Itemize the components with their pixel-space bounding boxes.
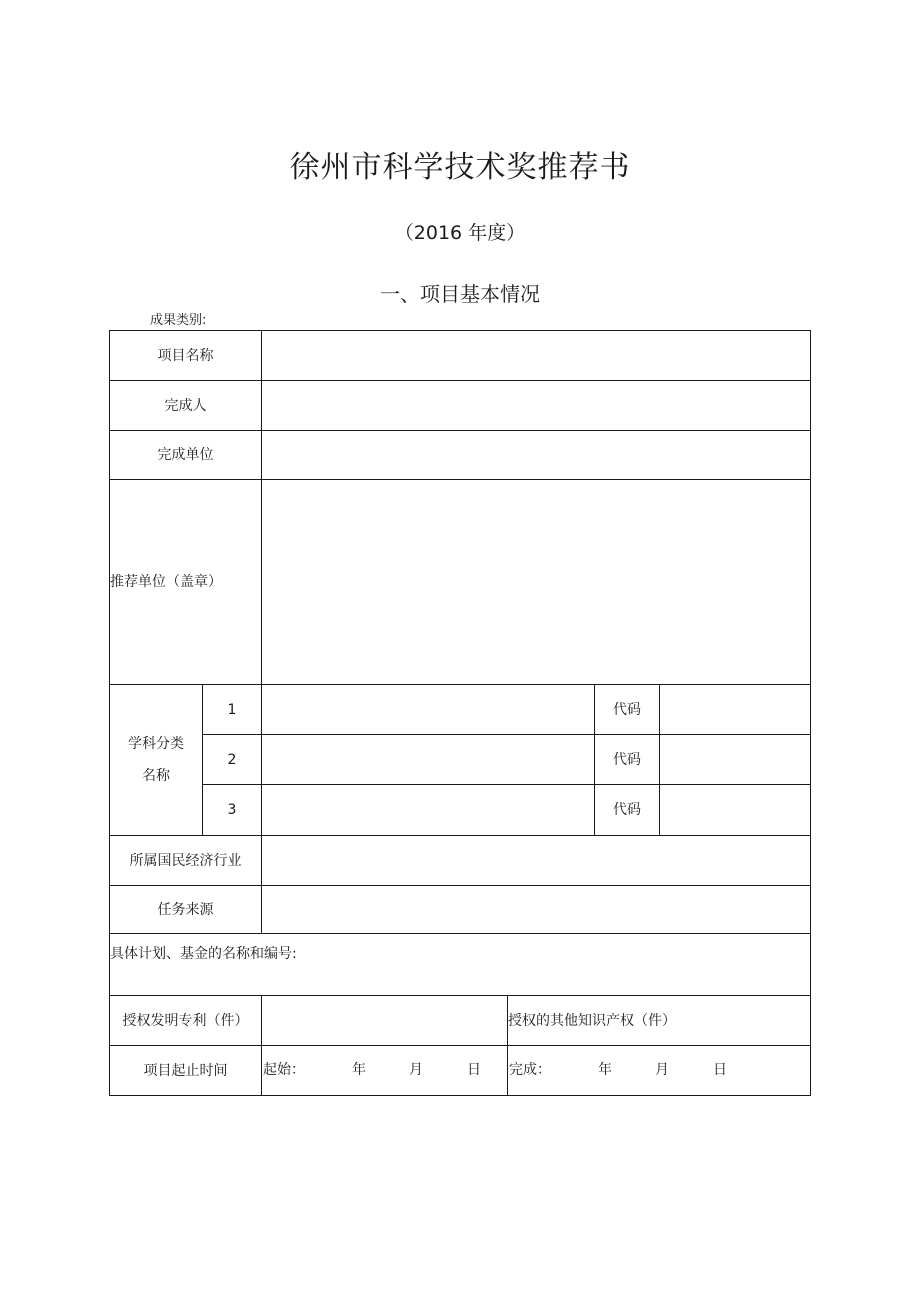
discipline-code-label: 代码 xyxy=(613,751,641,768)
table-border-right xyxy=(810,330,811,1096)
start-month-label: 月 xyxy=(409,1062,423,1078)
industry-label: 所属国民经济行业 xyxy=(129,852,242,869)
end-label: 完成： xyxy=(509,1062,551,1078)
discipline-code-field[interactable] xyxy=(660,735,810,784)
discipline-code-field[interactable] xyxy=(660,685,810,734)
discipline-index: 3 xyxy=(227,802,237,818)
patents-field[interactable] xyxy=(262,996,507,1045)
discipline-name-field[interactable] xyxy=(262,735,594,784)
task-source-field[interactable] xyxy=(262,886,810,933)
project-period-label: 项目起止时间 xyxy=(143,1062,228,1079)
document-title: 徐州市科学技术奖推荐书 xyxy=(289,150,631,185)
contributors-field[interactable] xyxy=(262,381,810,430)
other-ip-label: 授权的其他知识产权（件） xyxy=(508,1012,676,1029)
discipline-index: 1 xyxy=(227,701,237,718)
discipline-label-line1: 学科分类 xyxy=(128,736,184,752)
row-divider xyxy=(109,933,811,934)
start-year-label: 年 xyxy=(352,1062,366,1078)
recommending-unit-field[interactable] xyxy=(262,480,810,684)
discipline-code-label: 代码 xyxy=(613,701,641,718)
discipline-label xyxy=(110,685,202,835)
start-label: 起始： xyxy=(263,1062,305,1078)
category-label: 成果类别: xyxy=(150,313,207,328)
start-day-label: 日 xyxy=(467,1062,481,1078)
project-name-label: 项目名称 xyxy=(157,347,214,364)
discipline-name-field[interactable] xyxy=(262,785,594,835)
end-month-label: 月 xyxy=(655,1062,669,1078)
completing-unit-field[interactable] xyxy=(262,431,810,479)
end-day-label: 日 xyxy=(713,1062,727,1078)
discipline-index: 2 xyxy=(227,751,237,768)
discipline-code-field[interactable] xyxy=(660,785,810,835)
end-year-label: 年 xyxy=(598,1062,612,1078)
project-name-field[interactable] xyxy=(262,331,810,380)
document-year: （2016 年度） xyxy=(394,222,526,244)
completing-unit-label: 完成单位 xyxy=(157,447,214,463)
industry-field[interactable] xyxy=(262,836,810,885)
table-border-bottom xyxy=(109,1095,811,1096)
contributors-label: 完成人 xyxy=(164,397,207,414)
task-source-label: 任务来源 xyxy=(157,901,214,918)
discipline-label-line2: 名称 xyxy=(142,768,170,784)
section-title: 一、项目基本情况 xyxy=(380,282,540,306)
patents-label: 授权发明专利（件） xyxy=(122,1012,249,1029)
discipline-name-field[interactable] xyxy=(262,685,594,734)
discipline-code-label: 代码 xyxy=(613,802,641,818)
recommending-unit-label: 推荐单位（盖章） xyxy=(110,574,222,590)
specific-plan-label: 具体计划、基金的名称和编号: xyxy=(110,946,297,962)
